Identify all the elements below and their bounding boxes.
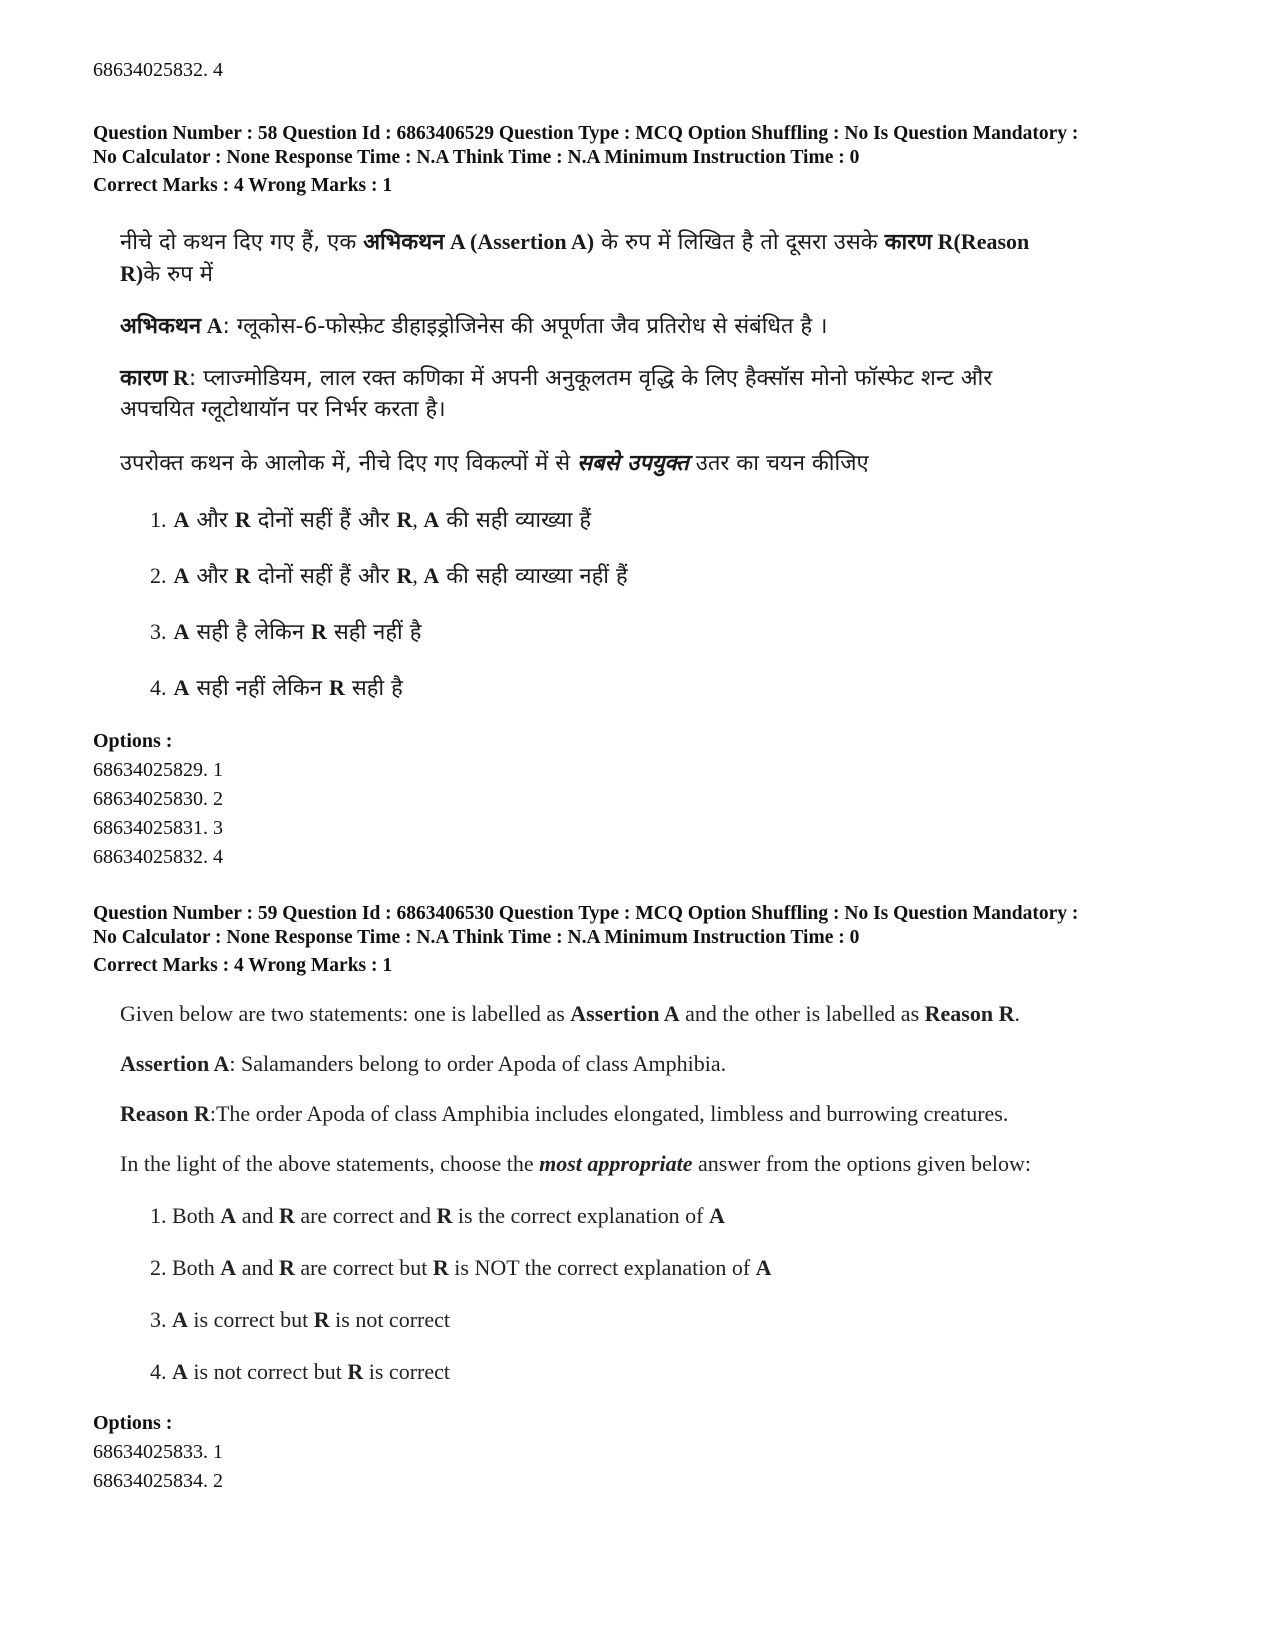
question-59-header <box>93 902 1213 978</box>
choice-letter: R <box>396 507 413 532</box>
choice-text: is correct but <box>187 1307 314 1332</box>
question-59-reason <box>120 1100 1200 1128</box>
choice-text: is not correct <box>329 1307 450 1332</box>
choice-letter: A <box>220 1255 237 1280</box>
intro-bold-assertion: Assertion A <box>570 1001 680 1026</box>
choice-letter: A <box>220 1203 237 1228</box>
choice-letter: A <box>709 1203 725 1228</box>
choice-text: , <box>412 507 424 532</box>
question-59-intro <box>120 1000 1200 1028</box>
choice-letter: A <box>172 1307 188 1332</box>
choice-text: and <box>236 1203 279 1228</box>
choice-letter: A <box>173 563 190 588</box>
choice-text: दोनों सहीं हैं और <box>250 564 397 589</box>
question-58-assertion <box>120 310 1200 342</box>
intro-assertion-english: (Assertion A) <box>470 229 595 254</box>
question-58-choice-1 <box>150 504 591 536</box>
question-58-choice-2 <box>150 560 628 592</box>
choice-text: सही नहीं लेकिन <box>189 676 329 701</box>
choice-number: 2. <box>150 1255 167 1280</box>
choice-letter: R <box>313 1307 330 1332</box>
instruction-emphasis: सबसे उपयुक्त <box>577 451 689 476</box>
choice-text: और <box>189 564 235 589</box>
choice-text: की सही व्याख्या नहीं हैं <box>439 564 628 589</box>
choice-number: 4. <box>150 1359 167 1384</box>
choice-letter: R <box>436 1203 453 1228</box>
instruction-text-end: उतर का चयन कीजिए <box>688 451 869 476</box>
choice-text: और <box>189 508 235 533</box>
intro-bold-reason: कारण <box>884 230 933 255</box>
choice-letter: R <box>311 619 327 644</box>
intro-reason-english: R(Reason <box>932 229 1030 254</box>
choice-letter: R <box>396 563 413 588</box>
choice-number: 1. <box>150 507 167 532</box>
choice-letter: A <box>173 507 190 532</box>
question-header-line-1: Question Number : 59 Question Id : 6863406530 Question Type : MCQ Option Shuffling : No Is Question Mandatory : <box>93 903 1079 924</box>
choice-text: is the correct explanation of <box>452 1203 709 1228</box>
intro-text-end: . <box>1014 1001 1020 1026</box>
question-59-options <box>93 1409 223 1496</box>
option-line: 68634025830. 2 <box>93 788 223 810</box>
choice-letter: R <box>432 1255 449 1280</box>
instruction-emphasis: most appropriate <box>539 1151 693 1176</box>
reason-text-line-2: अपचयित ग्लूटोथायॉन पर निर्भर करता है। <box>120 397 446 422</box>
question-59-choice-4 <box>150 1358 450 1386</box>
assertion-letter: A <box>201 313 223 338</box>
option-line: 68634025829. 1 <box>93 759 223 781</box>
choice-letter: A <box>172 1359 188 1384</box>
intro-text-2: and the other is labelled as <box>679 1001 925 1026</box>
question-58-choice-4 <box>150 672 403 704</box>
option-line: 68634025833. 1 <box>93 1441 223 1463</box>
choice-text: is not correct but <box>187 1359 348 1384</box>
question-58-instruction <box>120 448 1200 479</box>
question-58-options <box>93 727 223 872</box>
choice-letter: R <box>234 563 251 588</box>
choice-letter: R <box>347 1359 364 1384</box>
choice-text: Both <box>166 1255 221 1280</box>
question-58-header <box>93 122 1213 198</box>
choice-letter: A <box>423 507 440 532</box>
question-58-reason <box>120 362 1200 425</box>
option-line: 68634025831. 3 <box>93 817 223 839</box>
instruction-text-end: answer from the options given below: <box>692 1151 1032 1176</box>
question-header-line-1: Question Number : 58 Question Id : 6863406529 Question Type : MCQ Option Shuffling : No Is Question Mandatory : <box>93 123 1079 144</box>
choice-number: 2. <box>150 563 167 588</box>
options-title: Options : <box>93 1412 173 1434</box>
question-header-line-2: No Calculator : None Response Time : N.A Think Time : N.A Minimum Instruction Time : 0 <box>93 147 860 168</box>
choice-text: सही है <box>344 676 403 701</box>
choice-letter: A <box>173 675 190 700</box>
reason-text: :The order Apoda of class Amphibia includes elongated, limbless and burrowing creatures. <box>209 1101 1009 1126</box>
choice-text: सही नहीं है <box>326 620 422 645</box>
intro-letter-a: A <box>444 229 471 254</box>
choice-text: is correct <box>363 1359 450 1384</box>
choice-text: is NOT the correct explanation of <box>448 1255 756 1280</box>
intro-text-3: के रुप में <box>143 262 213 287</box>
question-59-instruction <box>120 1150 1200 1178</box>
reason-label: Reason R <box>120 1101 210 1126</box>
question-header-line-2: No Calculator : None Response Time : N.A Think Time : N.A Minimum Instruction Time : 0 <box>93 927 860 948</box>
options-title: Options : <box>93 730 173 752</box>
assertion-label: Assertion A <box>120 1051 230 1076</box>
choice-text: are correct and <box>294 1203 437 1228</box>
intro-text: Given below are two statements: one is labelled as <box>120 1001 571 1026</box>
assertion-label: अभिकथन <box>120 314 202 339</box>
instruction-text: In the light of the above statements, choose the <box>120 1151 540 1176</box>
choice-text: , <box>412 563 424 588</box>
choice-text: सही है लेकिन <box>189 620 312 645</box>
intro-text: नीचे दो कथन दिए गए हैं, एक <box>120 230 364 255</box>
intro-reason-english-end: R) <box>120 261 144 286</box>
question-59-choice-2 <box>150 1254 772 1282</box>
question-58-intro <box>120 226 1200 290</box>
choice-number: 4. <box>150 675 167 700</box>
option-line: 68634025832. 4 <box>93 846 223 868</box>
question-marks-line: Correct Marks : 4 Wrong Marks : 1 <box>93 175 393 196</box>
choice-letter: R <box>234 507 251 532</box>
choice-number: 3. <box>150 619 167 644</box>
question-58-choice-3 <box>150 616 421 648</box>
reason-text-line-1: : प्लाज्मोडियम, लाल रक्त कणिका में अपनी अनुकूलतम वृद्धि के लिए हैक्सॉस मोनो फॉस्फेट शन्ट और <box>188 366 993 391</box>
choice-text: are correct but <box>294 1255 433 1280</box>
option-line: 68634025834. 2 <box>93 1470 223 1492</box>
previous-option-line: 68634025832. 4 <box>93 59 223 81</box>
assertion-text: : ग्लूकोस-6-फोस्फ़ेट डीहाइड्रोजिनेस की अपूर्णता जैव प्रतिरोध से संबंधित है । <box>222 314 828 339</box>
question-marks-line: Correct Marks : 4 Wrong Marks : 1 <box>93 955 393 976</box>
choice-letter: A <box>423 563 440 588</box>
intro-bold-reason: Reason R <box>924 1001 1015 1026</box>
intro-text-2: के रुप में लिखित है तो दूसरा उसके <box>594 230 885 255</box>
choice-text: and <box>236 1255 279 1280</box>
choice-text: Both <box>166 1203 221 1228</box>
intro-bold-assertion: अभिकथन <box>363 230 445 255</box>
choice-letter: A <box>755 1255 772 1280</box>
choice-number: 3. <box>150 1307 167 1332</box>
question-59-choice-1 <box>150 1202 725 1230</box>
reason-label: कारण <box>120 366 168 391</box>
choice-letter: A <box>173 619 190 644</box>
choice-text: दोनों सहीं हैं और <box>250 508 397 533</box>
choice-letter: R <box>278 1255 295 1280</box>
reason-letter: R <box>167 365 189 390</box>
choice-letter: R <box>328 675 345 700</box>
choice-text: की सही व्याख्या हैं <box>439 508 592 533</box>
choice-number: 1. <box>150 1203 167 1228</box>
assertion-text: : Salamanders belong to order Apoda of class Amphibia. <box>229 1051 727 1076</box>
question-59-choice-3 <box>150 1306 450 1334</box>
choice-letter: R <box>278 1203 295 1228</box>
question-59-assertion <box>120 1050 1200 1078</box>
instruction-text: उपरोक्त कथन के आलोक में, नीचे दिए गए विकल्पों में से <box>120 451 578 476</box>
